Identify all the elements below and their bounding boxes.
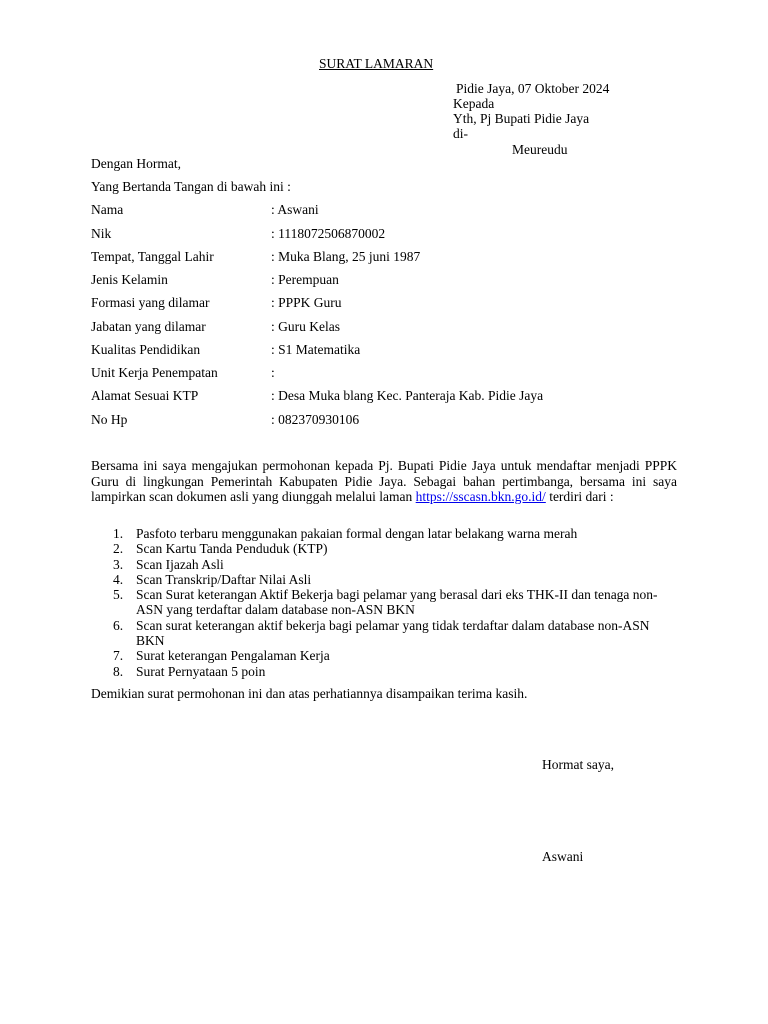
list-number: 7. bbox=[113, 648, 124, 664]
field-value: : Aswani bbox=[271, 202, 319, 217]
list-item bbox=[91, 648, 671, 663]
field-row bbox=[91, 365, 691, 381]
intro-text: Yang Bertanda Tangan di bawah ini : bbox=[91, 179, 291, 194]
list-text: Surat Pernyataan 5 poin bbox=[136, 663, 266, 679]
field-row bbox=[91, 412, 691, 428]
field-label: Kualitas Pendidikan bbox=[91, 342, 201, 357]
recipient-to: Kepada bbox=[453, 96, 495, 111]
field-row bbox=[91, 272, 691, 288]
letter-title: SURAT LAMARAN bbox=[319, 56, 434, 71]
list-number: 6. bbox=[113, 617, 124, 633]
list-text: Scan surat keterangan aktif bekerja bagi pelamar yang tidak terdaftar dalam database non-ASN BKN bbox=[136, 617, 650, 649]
sscasn-link[interactable]: https://sscasn.bkn.go.id/ bbox=[415, 489, 546, 504]
field-row bbox=[91, 388, 691, 404]
recipient-name: Yth, Pj Bupati Pidie Jaya bbox=[453, 111, 590, 126]
closing-text: Demikian surat permohonan ini dan atas perhatiannya disampaikan terima kasih. bbox=[91, 686, 528, 701]
field-value: : Muka Blang, 25 juni 1987 bbox=[271, 249, 421, 264]
place-date: Pidie Jaya, 07 Oktober 2024 bbox=[456, 81, 610, 96]
field-label: Nama bbox=[91, 202, 124, 217]
list-text: Scan Surat keterangan Aktif Bekerja bagi pelamar yang berasal dari eks THK-II dan tenaga non-ASN yang terdaftar dalam database non-ASN BKN bbox=[136, 587, 658, 618]
field-value: : Guru Kelas bbox=[271, 319, 340, 334]
list-text: Pasfoto terbaru menggunakan pakaian formal dengan latar belakang warna merah bbox=[136, 526, 578, 541]
field-row bbox=[91, 202, 691, 218]
field-label: Tempat, Tanggal Lahir bbox=[91, 249, 214, 264]
list-number: 5. bbox=[113, 587, 124, 603]
list-text: Scan Kartu Tanda Penduduk (KTP) bbox=[136, 541, 328, 557]
list-number: 1. bbox=[113, 526, 124, 541]
body-text-end: terdiri dari : bbox=[549, 489, 614, 504]
recipient-location: Meureudu bbox=[512, 142, 568, 157]
body-text: Bersama ini saya mengajukan permohonan kepada Pj. Bupati Pidie Jaya untuk mendaftar menjadi PPPK Guru di lingkungan Pemerintah Kabupaten Pidie Jaya. Sebagai bahan pertimbanga, bersama ini saya lampirkan scan dokumen asli yang diunggah melalui laman bbox=[91, 458, 677, 504]
field-label: Jabatan yang dilamar bbox=[91, 319, 206, 334]
field-label: No Hp bbox=[91, 412, 128, 427]
signature-salutation: Hormat saya, bbox=[542, 757, 614, 772]
field-value: : Desa Muka blang Kec. Panteraja Kab. Pidie Jaya bbox=[271, 388, 544, 403]
signature-name: Aswani bbox=[542, 849, 584, 864]
list-text: Scan Ijazah Asli bbox=[136, 556, 224, 572]
field-row bbox=[91, 342, 691, 358]
list-item bbox=[91, 541, 671, 556]
list-number: 2. bbox=[113, 541, 124, 557]
field-label: Alamat Sesuai KTP bbox=[91, 388, 199, 403]
greeting: Dengan Hormat, bbox=[91, 156, 181, 171]
field-label: Formasi yang dilamar bbox=[91, 295, 210, 310]
field-row bbox=[91, 249, 691, 265]
list-number: 8. bbox=[113, 663, 124, 679]
list-item bbox=[91, 526, 671, 541]
field-label: Nik bbox=[91, 226, 112, 241]
field-label: Jenis Kelamin bbox=[91, 272, 168, 287]
list-item bbox=[91, 587, 671, 618]
field-value: : S1 Matematika bbox=[271, 342, 361, 357]
body-paragraph bbox=[91, 458, 677, 505]
field-value: : 1118072506870002 bbox=[271, 226, 386, 241]
list-text: Scan Transkrip/Daftar Nilai Asli bbox=[136, 571, 312, 587]
field-row bbox=[91, 226, 691, 242]
list-text: Surat keterangan Pengalaman Kerja bbox=[136, 648, 330, 664]
list-number: 3. bbox=[113, 556, 124, 572]
document-list bbox=[91, 526, 671, 679]
recipient-di: di- bbox=[453, 126, 468, 141]
field-value: : 082370930106 bbox=[271, 412, 360, 427]
list-item bbox=[91, 572, 671, 587]
field-row bbox=[91, 319, 691, 335]
field-label: Unit Kerja Penempatan bbox=[91, 365, 218, 380]
list-item bbox=[91, 618, 671, 649]
list-number: 4. bbox=[113, 571, 124, 587]
field-value: : Perempuan bbox=[271, 272, 339, 287]
field-row bbox=[91, 295, 691, 311]
list-item bbox=[91, 664, 671, 679]
field-value: : PPPK Guru bbox=[271, 295, 342, 310]
list-item bbox=[91, 557, 671, 572]
field-value: : bbox=[271, 365, 275, 380]
